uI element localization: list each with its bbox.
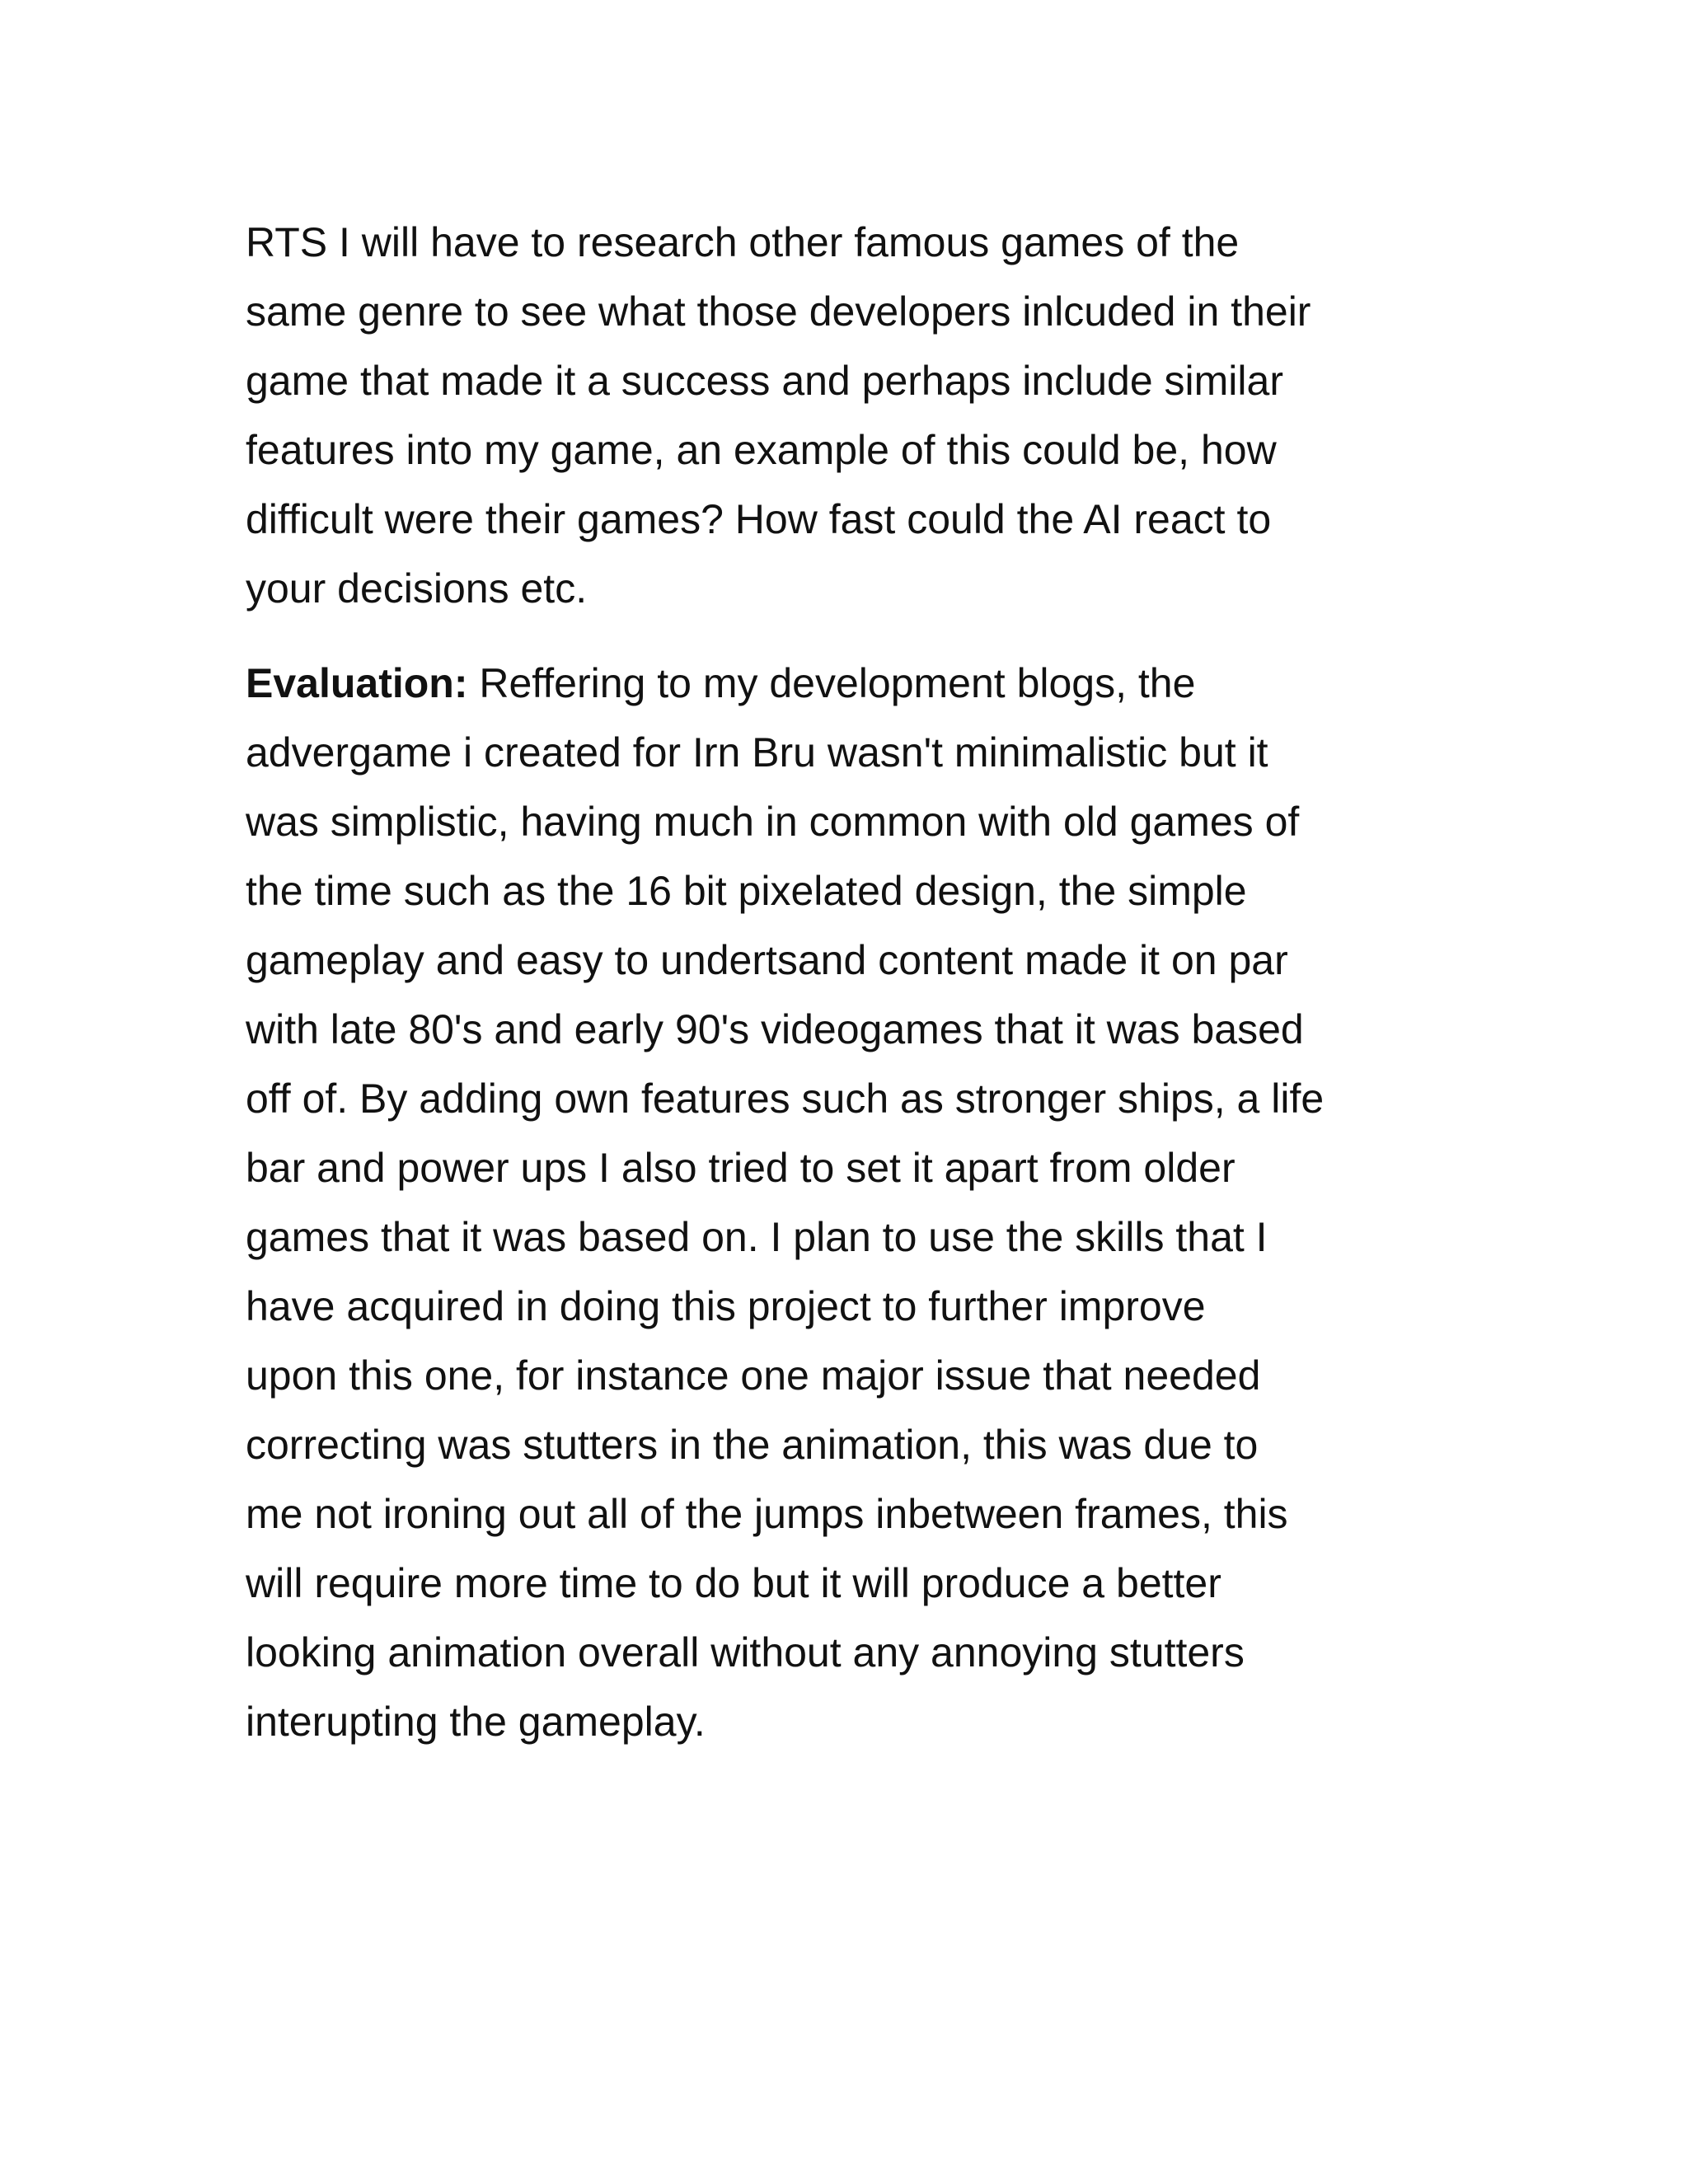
text-line: difficult were their games? How fast could the AI react to	[246, 496, 1272, 542]
text-line: me not ironing out all of the jumps inbetween frames, this	[246, 1491, 1288, 1537]
text-line: correcting was stutters in the animation, this was due to	[246, 1422, 1259, 1468]
text-line: gameplay and easy to undertsand content made it on par	[246, 937, 1288, 983]
text-line: will require more time to do but it will produce a better	[246, 1560, 1221, 1606]
text-line: the time such as the 16 bit pixelated design, the simple	[246, 868, 1247, 914]
text-line: same genre to see what those developers inlcuded in their	[246, 288, 1311, 335]
text-line: looking animation overall without any annoying stutters	[246, 1629, 1245, 1675]
text-line: bar and power ups I also tried to set it apart from older	[246, 1145, 1236, 1191]
text-line: off of. By adding own features such as stronger ships, a life	[246, 1076, 1325, 1122]
text-line: advergame i created for Irn Bru wasn't minimalistic but it	[246, 729, 1268, 776]
text-line: features into my game, an example of this could be, how	[246, 427, 1277, 473]
text-line	[246, 649, 1449, 718]
text-line: have acquired in doing this project to further improve	[246, 1283, 1206, 1329]
text-line: with late 80's and early 90's videogames that it was based	[246, 1006, 1304, 1052]
text-line: upon this one, for instance one major issue that needed	[246, 1352, 1261, 1399]
paragraph-research	[246, 208, 1449, 623]
evaluation-label: Evaluation:	[246, 660, 468, 706]
paragraph-evaluation	[246, 649, 1449, 1756]
text-line: interupting the gameplay.	[246, 1699, 706, 1745]
text-line: RTS I will have to research other famous games of the	[246, 219, 1240, 265]
evaluation-first-line: Reffering to my development blogs, the	[467, 660, 1196, 706]
text-line: game that made it a success and perhaps include similar	[246, 358, 1283, 404]
text-line: your decisions etc.	[246, 565, 588, 612]
text-line: games that it was based on. I plan to use the skills that I	[246, 1214, 1268, 1260]
text-line: was simplistic, having much in common with old games of	[246, 799, 1300, 845]
